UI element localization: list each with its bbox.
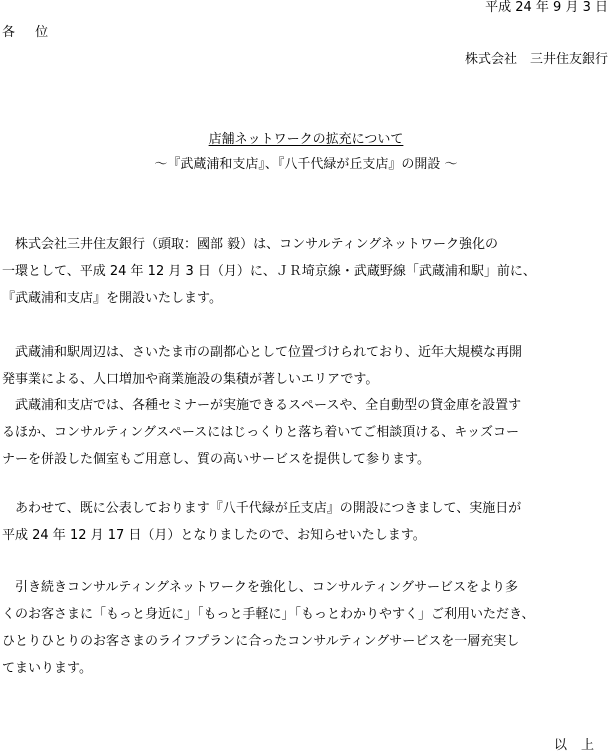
paragraph-second-branch [2, 495, 521, 549]
document-title: 店舗ネットワークの拡充について [208, 132, 404, 147]
paragraph-line: 引き続きコンサルティングネットワークを強化し、コンサルティングサービスをより多 [2, 580, 518, 595]
paragraph-area-description [2, 339, 522, 393]
paragraph-line: 一環として、平成 24 年 12 月 3 日（月）に、ＪＲ埼京線・武蔵野線「武蔵浦和駅」前に、 [2, 264, 536, 279]
paragraph-line: 平成 24 年 12 月 17 日（月）となりましたので、お知らせいたします。 [2, 528, 426, 543]
issuer-name: 株式会社 三井住友銀行 [464, 52, 608, 67]
paragraph-line: ナーを併設した個室もご用意し、質の高いサービスを提供して参ります。 [2, 452, 430, 467]
paragraph-line: 『武蔵浦和支店』を開設いたします。 [2, 291, 222, 306]
paragraph-announcement [2, 231, 536, 312]
document-title-wrap [0, 132, 612, 148]
paragraph-line: ひとりひとりのお客さまのライフプランに合ったコンサルティングサービスを一層充実し [2, 634, 520, 649]
paragraph-line: るほか、コンサルティングスペースにはじっくりと落ち着いてご相談頂ける、キッズコー [2, 425, 520, 440]
document-date: 平成 24 年 9 月 3 日 [485, 0, 608, 15]
paragraph-branch-features [2, 392, 521, 473]
addressee: 各 位 [2, 25, 57, 40]
closing-mark: 以上 [553, 738, 608, 753]
paragraph-line: 株式会社三井住友銀行（頭取：國部 毅）は、コンサルティングネットワーク強化の [2, 237, 499, 252]
paragraph-line: あわせて、既に公表しております『八千代緑が丘支店』の開設につきまして、実施日が [2, 501, 522, 516]
document-subtitle: ～『武蔵浦和支店』、『八千代緑が丘支店』の開設 ～ [154, 157, 458, 172]
paragraph-line: 武蔵浦和駅周辺は、さいたま市の副都心として位置づけられており、近年大規模な再開 [2, 345, 523, 360]
paragraph-line: 武蔵浦和支店では、各種セミナーが実施できるスペースや、全自動型の貸金庫を設置す [2, 398, 522, 413]
paragraph-outlook [2, 574, 534, 682]
paragraph-line: てまいります。 [2, 661, 92, 676]
paragraph-line: 発事業による、人口増加や商業施設の集積が著しいエリアです。 [2, 372, 379, 387]
paragraph-line: くのお客さまに「もっと身近に」「もっと手軽に」「もっとわかりやすく」ご利用いただき、 [2, 607, 535, 622]
